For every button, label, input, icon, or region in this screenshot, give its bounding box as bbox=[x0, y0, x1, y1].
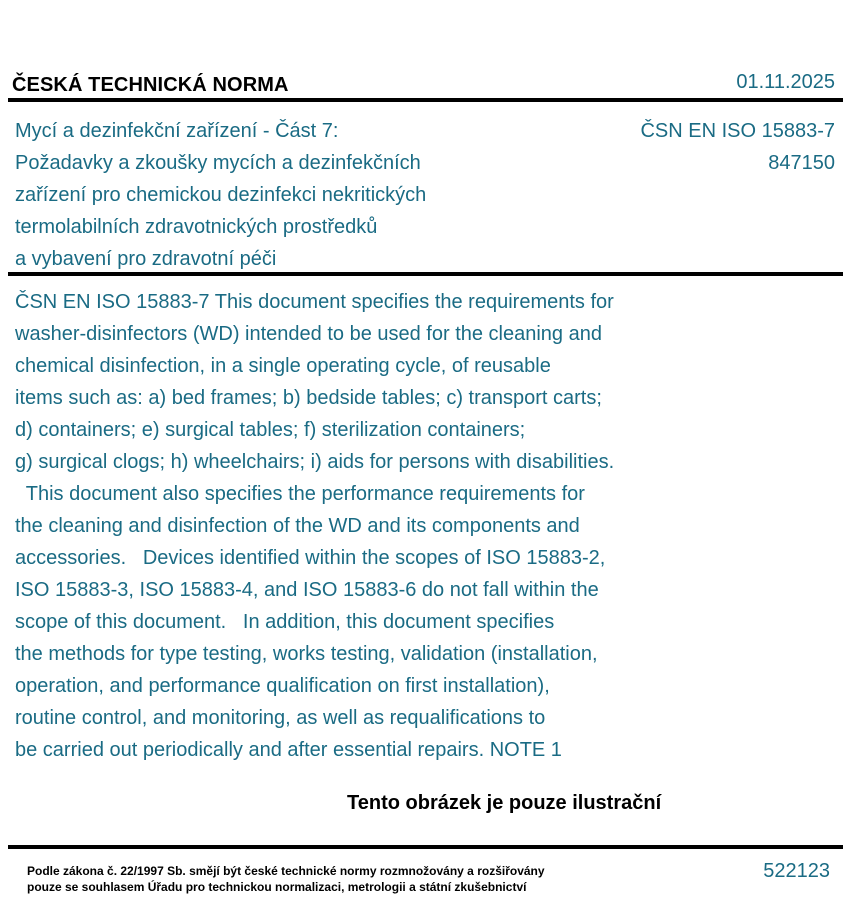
footer-divider bbox=[8, 845, 843, 849]
header-divider bbox=[8, 98, 843, 102]
body-line: washer-disinfectors (WD) intended to be used for the cleaning and bbox=[15, 323, 602, 345]
publication-date: 01.11.2025 bbox=[736, 71, 835, 93]
body-line: chemical disinfection, in a single operating cycle, of reusable bbox=[15, 355, 551, 377]
body-line: d) containers; e) surgical tables; f) sterilization containers; bbox=[15, 419, 526, 441]
body-line: g) surgical clogs; h) wheelchairs; i) aids for persons with disabilities. bbox=[15, 451, 615, 473]
title-divider bbox=[8, 272, 843, 276]
body-line: ISO 15883-3, ISO 15883-4, and ISO 15883-6 do not fall within the bbox=[15, 579, 599, 601]
body-line: This document also specifies the performance requirements for bbox=[15, 483, 585, 505]
body-line: scope of this document. In addition, this document specifies bbox=[15, 611, 555, 633]
body-line: ČSN EN ISO 15883-7 This document specifies the requirements for bbox=[15, 291, 614, 313]
body-line: be carried out periodically and after essential repairs. NOTE 1 bbox=[15, 739, 562, 761]
title-line: termolabilních zdravotnických prostředků bbox=[15, 216, 378, 238]
legal-line: Podle zákona č. 22/1997 Sb. smějí být české technické normy rozmnožovány a rozšiřovány bbox=[27, 864, 545, 878]
body-line: the cleaning and disinfection of the WD and its components and bbox=[15, 515, 580, 537]
body-line: the methods for type testing, works testing, validation (installation, bbox=[15, 643, 598, 665]
catalog-code: 522123 bbox=[763, 860, 830, 882]
legal-line: pouze se souhlasem Úřadu pro technickou normalizaci, metrologii a státní zkušebnictví bbox=[27, 880, 527, 894]
title-line: Požadavky a zkoušky mycích a dezinfekčních bbox=[15, 152, 421, 174]
legal-notice bbox=[27, 863, 545, 895]
title-line: a vybavení pro zdravotní péči bbox=[15, 248, 277, 270]
standard-number: ČSN EN ISO 15883-7 bbox=[640, 120, 835, 142]
title-line: Mycí a dezinfekční zařízení - Část 7: bbox=[15, 120, 339, 142]
body-line: operation, and performance qualification on first installation), bbox=[15, 675, 550, 697]
classification-code: 847150 bbox=[768, 152, 835, 174]
body-line: routine control, and monitoring, as well as requalifications to bbox=[15, 707, 546, 729]
standard-title bbox=[15, 115, 426, 275]
title-line: zařízení pro chemickou dezinfekci nekritických bbox=[15, 184, 427, 206]
illustration-notice: Tento obrázek je pouze ilustrační bbox=[347, 792, 662, 814]
scope-text bbox=[15, 286, 614, 766]
body-line: items such as: a) bed frames; b) bedside tables; c) transport carts; bbox=[15, 387, 602, 409]
standard-codes bbox=[640, 115, 835, 179]
body-line: accessories. Devices identified within the scopes of ISO 15883-2, bbox=[15, 547, 606, 569]
document-heading: ČESKÁ TECHNICKÁ NORMA bbox=[12, 74, 289, 96]
